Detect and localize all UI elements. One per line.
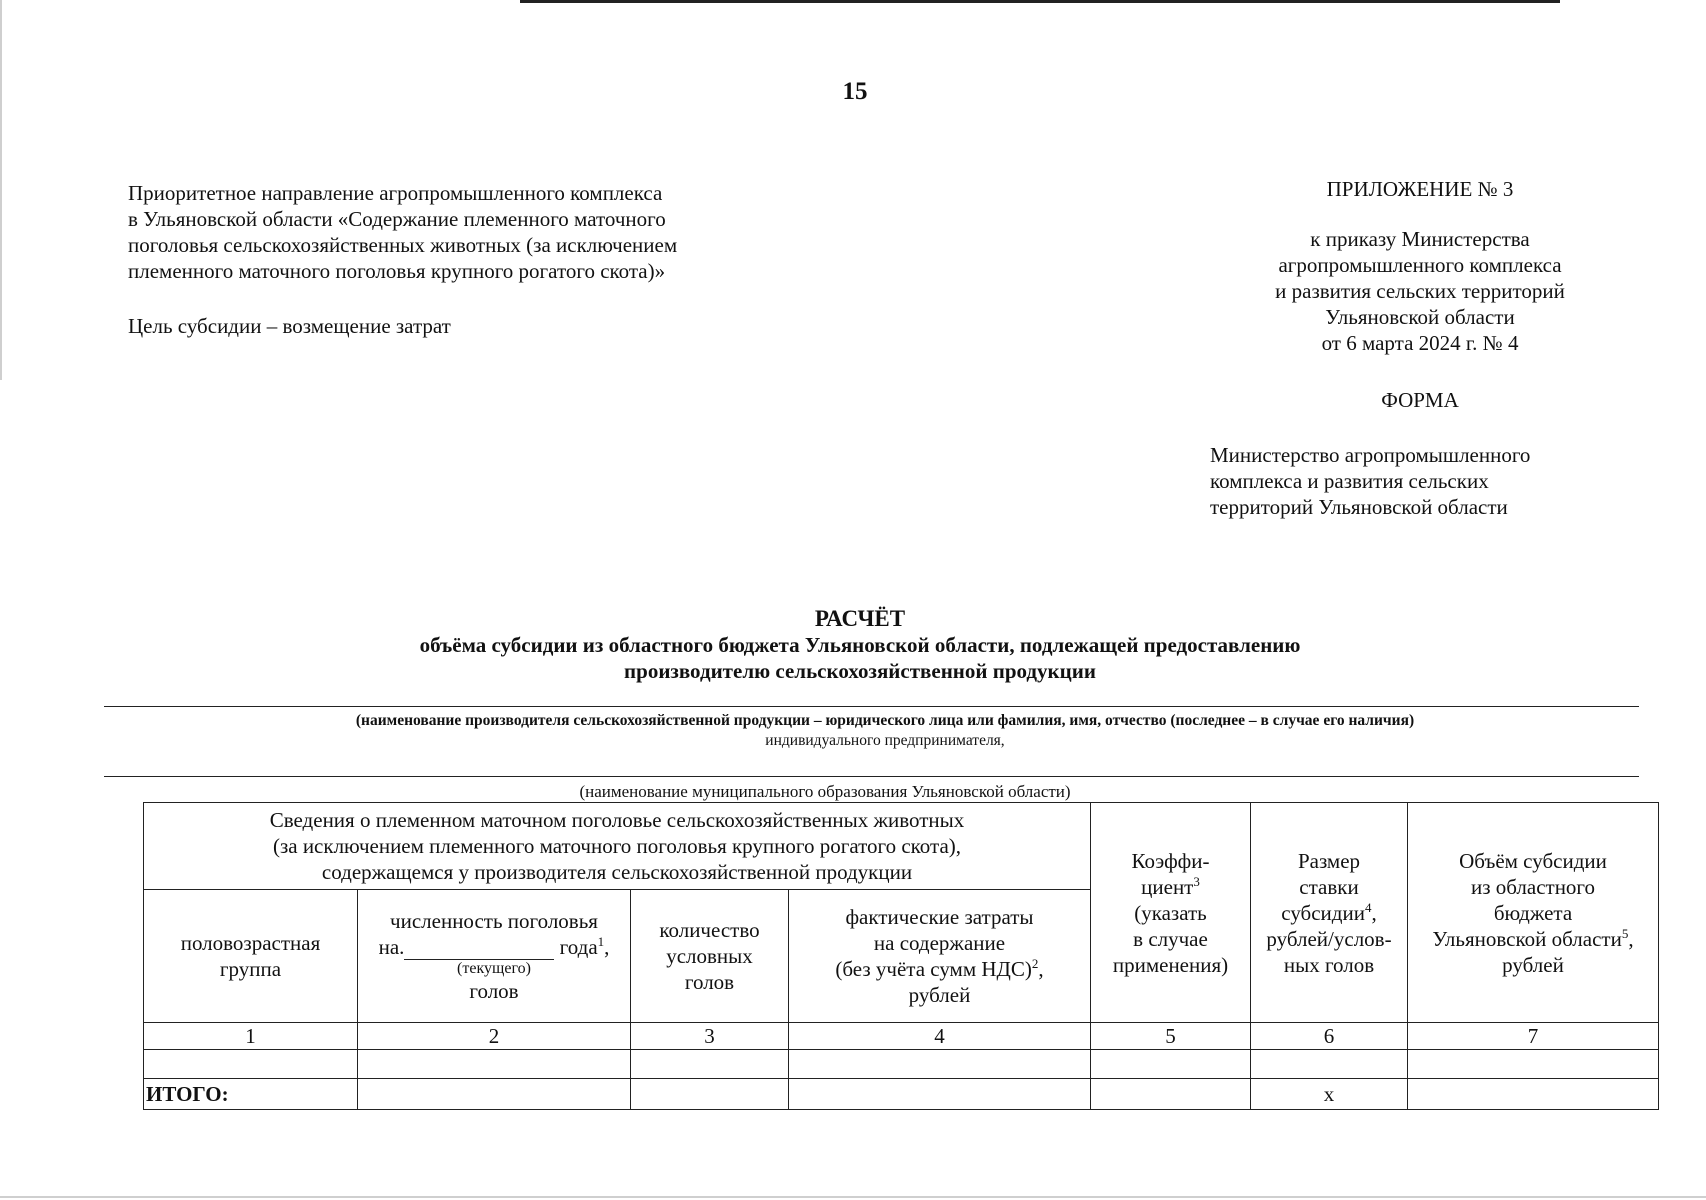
total-row [144,1079,1659,1110]
subsidy-volume-header: Объём субсидии из областного бюджета Ульяновской области$^5$, рублей [1408,803,1659,1023]
conditional-heads-header: количество условных голов [631,890,789,1023]
column-number: 2 [358,1023,631,1050]
column-numbers-row [144,1023,1659,1050]
table-cell [1091,1079,1251,1110]
total-rate-cell: х [1251,1079,1408,1110]
bottom-scan-edge [0,1196,1706,1198]
title-line: объёма субсидии из областного бюджета Ульяновской области, подлежащей предоставлению [419,633,1301,657]
municipality-fill-line [104,776,1639,777]
producer-name-caption [120,711,1650,751]
total-label: ИТОГО: [144,1079,358,1110]
appendix-block [1230,176,1610,356]
column-number: 6 [1251,1023,1408,1050]
herd-size-header: численность поголовья на. года$^1$, (текущего) голов [358,890,631,1023]
title-line: РАСЧЁТ [814,606,906,631]
subsidy-goal: Цель субсидии – возмещение затрат [128,314,451,338]
municipality-caption: (наименование муниципального образования Ульяновской области) [579,782,1071,801]
table-cell [1408,1050,1659,1079]
table-cell [1408,1079,1659,1110]
direction-line: Приоритетное направление агропромышленного комплекса [128,181,663,205]
subsidy-calculation-table [143,802,1659,1110]
rate-header: Размер ставки субсидии$^4$, рублей/услов- ных голов [1251,803,1408,1023]
form-label: ФОРМА [1381,388,1459,412]
livestock-info-header [144,803,1091,890]
ministry-line: Министерство агропромышленного [1210,443,1531,467]
direction-line: племенного маточного поголовья крупного рогатого скота)» [128,259,666,283]
column-number: 7 [1408,1023,1659,1050]
appendix-line: к приказу Министерства [1310,227,1530,251]
table-cell [789,1079,1091,1110]
column-number: 3 [631,1023,789,1050]
table-row [144,1050,1659,1079]
caption-line: индивидуального предпринимателя, [765,732,1005,749]
left-scan-edge [0,0,2,380]
table-cell [144,1050,358,1079]
table-cell [358,1050,631,1079]
table-cell [1091,1050,1251,1079]
producer-name-fill-line [104,706,1639,707]
direction-line: поголовья сельскохозяйственных животных (за исключением [128,233,678,257]
direction-line: в Ульяновской области «Содержание племенного маточного [128,207,666,231]
title-line: производителю сельскохозяйственной продукции [624,659,1096,683]
table-cell [358,1079,631,1110]
appendix-line: Ульяновской области [1325,305,1515,329]
column-number: 4 [789,1023,1091,1050]
appendix-body [1230,226,1610,356]
table-cell [631,1079,789,1110]
column-number: 1 [144,1023,358,1050]
priority-direction [128,180,788,284]
appendix-line: агропромышленного комплекса [1278,253,1562,277]
appendix-line: от 6 марта 2024 г. № 4 [1321,331,1519,355]
top-border-line [520,0,1560,3]
age-group-header: половозрастная группа [144,890,358,1023]
table-cell [1251,1050,1408,1079]
header-line: Сведения о племенном маточном поголовье сельскохозяйственных животных [269,808,965,832]
appendix-line: и развития сельских территорий [1275,279,1565,303]
header-line: содержащемся у производителя сельскохозяйственной продукции [321,860,913,884]
appendix-title: ПРИЛОЖЕНИЕ № 3 [1326,177,1514,201]
document-title [120,606,1600,684]
caption-line: (наименование производителя сельскохозяйственной продукции – юридического лица или фамилия, имя, отчество (последнее – в случае его наличия) [355,712,1415,729]
table-cell [789,1050,1091,1079]
year-fill-line [404,941,554,960]
ministry-line: комплекса и развития сельских [1210,469,1489,493]
header-line: (за исключением племенного маточного поголовья крупного рогатого скота), [272,834,962,858]
column-number: 5 [1091,1023,1251,1050]
table-cell [631,1050,789,1079]
actual-costs-header: фактические затраты на содержание (без учёта сумм НДС)$^2$, рублей [789,890,1091,1023]
ministry-addressee [1210,442,1530,520]
ministry-line: территорий Ульяновской области [1210,495,1508,519]
coefficient-header: Коэффи- циент$^3$ (указать в случае применения) [1091,803,1251,1023]
page-number: 15 [842,78,868,105]
